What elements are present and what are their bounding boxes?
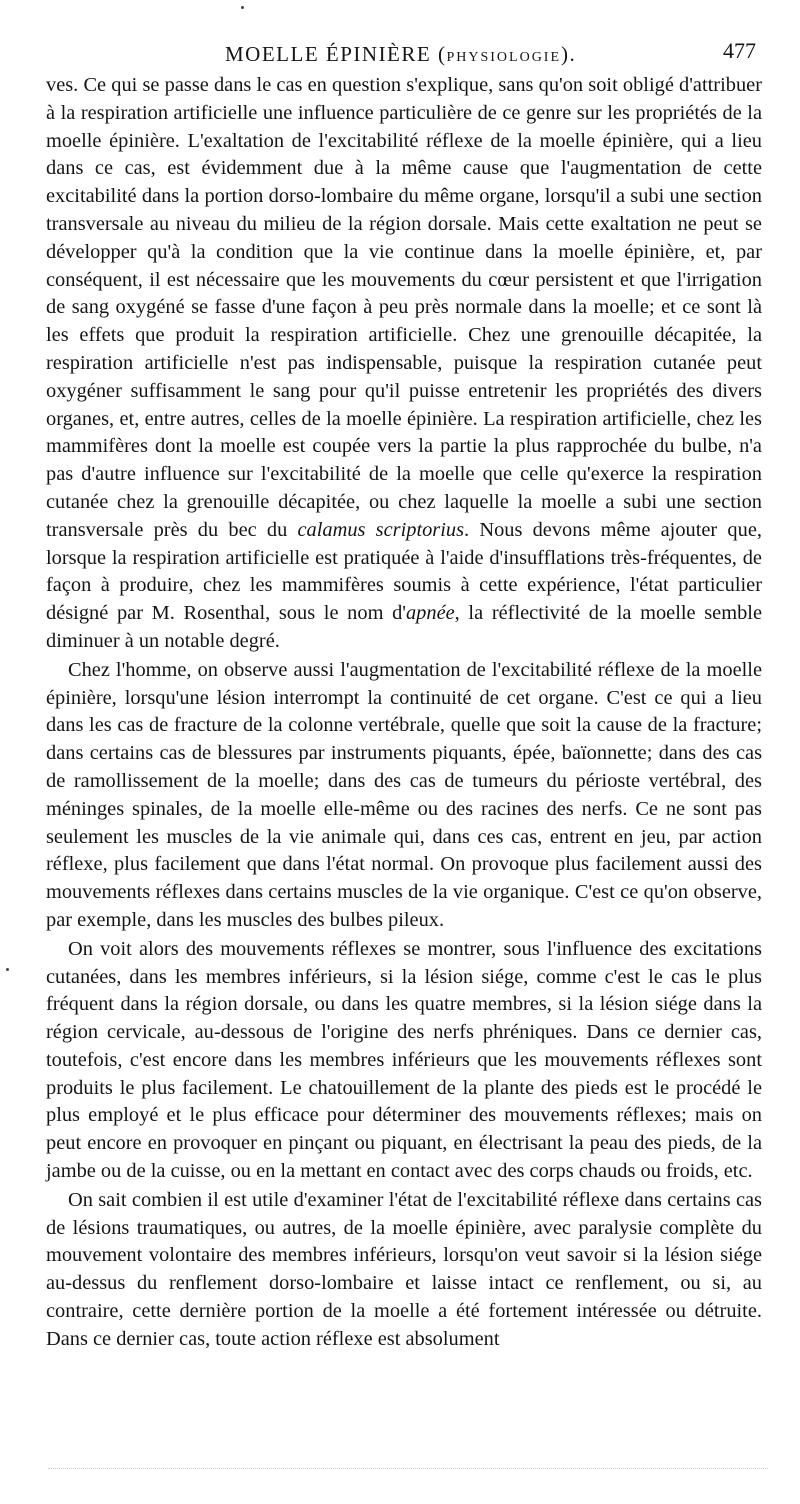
paragraph-1 xyxy=(46,72,762,656)
page-number: 477 xyxy=(723,38,756,63)
paragraph-4: On sait combien il est utile d'examiner l'état de l'excitabilité réflexe dans certains cas de lésions traumatiques, ou autres, de la moelle épinière, avec paralysie complète du mouvement volontaire des membres inférieurs, lorsqu'on veut savoir si la lésion siége au-dessus du renflement dorso-lombaire et laisse intact ce renflement, ou si, au contraire, cette dernière portion de la moelle a été fortement intéressée ou détruite. Dans ce dernier cas, toute action réflexe est absolument xyxy=(46,1188,762,1350)
paragraph-1-text: ves. Ce qui se passe dans le cas en question s'explique, sans qu'on soit obligé d'attribuer à la respiration artificielle une influence particulière de ce genre sur les propriétés de la moelle épinière. L'exaltation de l'excitabilité réflexe de la moelle épinière, qui a lieu dans ce cas, est évidemment due à la même cause que l'augmentation de cette excitabilité dans la portion dorso-lombaire du même organe, lorsqu'il a subi une section transversale au niveau du milieu de la région dorsale. Mais cette exaltation ne peut se développer qu'à la condition que la vie continue dans la moelle épinière, et, par conséquent, il est nécessaire que les mouvements du cœur persistent et que l'irrigation de sang oxygéné se fasse d'une façon à peu près normale dans la moelle; et ce sont là les effets que produit la respiration artificielle. Chez une grenouille décapitée, la respiration artificielle n'est pas indispensable, puisque la respiration cutanée peut oxygéner suffisamment le sang pour qu'il puisse entretenir les propriétés des divers organes, et, entre autres, celles de la moelle épinière. La respiration artificielle, chez les mammifères dont la moelle est coupée vers la partie la plus rapprochée du bulbe, n'a pas d'autre influence sur l'excitabilité de la moelle que celle qu'exerce la respiration cutanée chez la grenouille décapitée, ou chez laquelle la moelle a subi une section transversale près du bec du xyxy=(46,74,762,541)
italic-term-calamus: calamus scriptorius xyxy=(297,518,465,541)
running-title xyxy=(225,42,576,67)
print-speck xyxy=(241,6,244,9)
paragraph-3: On voit alors des mouvements réflexes se montrer, sous l'influence des excitations cutanées, dans les membres inférieurs, si la lésion siége, comme c'est le cas le plus fréquent dans la région dorsale, ou dans les quatre membres, si la lésion siége dans la région cervicale, au-dessous de l'origine des nerfs phréniques. Dans ce dernier cas, toutefois, c'est encore dans les membres inférieurs que les mouvements réflexes sont produits le plus facilement. Le chatouillement de la plante des pieds est le procédé le plus employé et le plus efficace pour déterminer des mouvements réflexes; mais on peut encore en provoquer en pinçant ou piquant, en électrisant la peau des pieds, de la jambe ou de la cuisse, ou en la mettant en contact avec des corps chauds ou froids, etc. xyxy=(46,937,762,1183)
paragraph-1-text-middle: . Nous devons même ajouter que, lorsque la respiration artificielle est pratiquée à l'aide d'insufflations très-fréquentes, de façon à produire, chez les mammifères soumis à cette expérience, l'état particulier désigné par M. Rosenthal, sous le nom d' xyxy=(46,518,762,625)
running-header xyxy=(40,38,758,68)
paragraph-2: Chez l'homme, on observe aussi l'augmentation de l'excitabilité réflexe de la moelle épinière, lorsqu'une lésion interrompt la continuité de cet organe. C'est ce qui a lieu dans les cas de fracture de la colonne vertébrale, quelle que soit la cause de la fracture; dans certains cas de blessures par instruments piquants, épée, baïonnette; dans des cas de ramollissement de la moelle; dans des cas de tumeurs du périoste vertébral, des méninges spinales, de la moelle elle-même ou des racines des nerfs. Ce ne sont pas seulement les muscles de la vie animale qui, dans ces cas, entrent en jeu, par action réflexe, plus facilement que dans l'état normal. On provoque plus facilement aussi des mouvements réflexes dans certains muscles de la vie organique. C'est ce qu'on observe, par exemple, dans les muscles des bulbes pileux. xyxy=(46,658,762,931)
italic-term-apnee: apnée xyxy=(405,602,455,625)
footer-print-marks xyxy=(48,1468,768,1475)
running-title-section: PHYSIOLOGIE xyxy=(446,50,562,65)
paragraph-1-text-end: , la réflectivité de la moelle semble diminuer à un notable degré. xyxy=(46,602,762,652)
body-text xyxy=(46,72,762,1355)
running-title-main: MOELLE ÉPINIÈRE ( xyxy=(225,42,447,66)
print-speck xyxy=(6,968,9,971)
running-title-close: ). xyxy=(561,42,577,66)
